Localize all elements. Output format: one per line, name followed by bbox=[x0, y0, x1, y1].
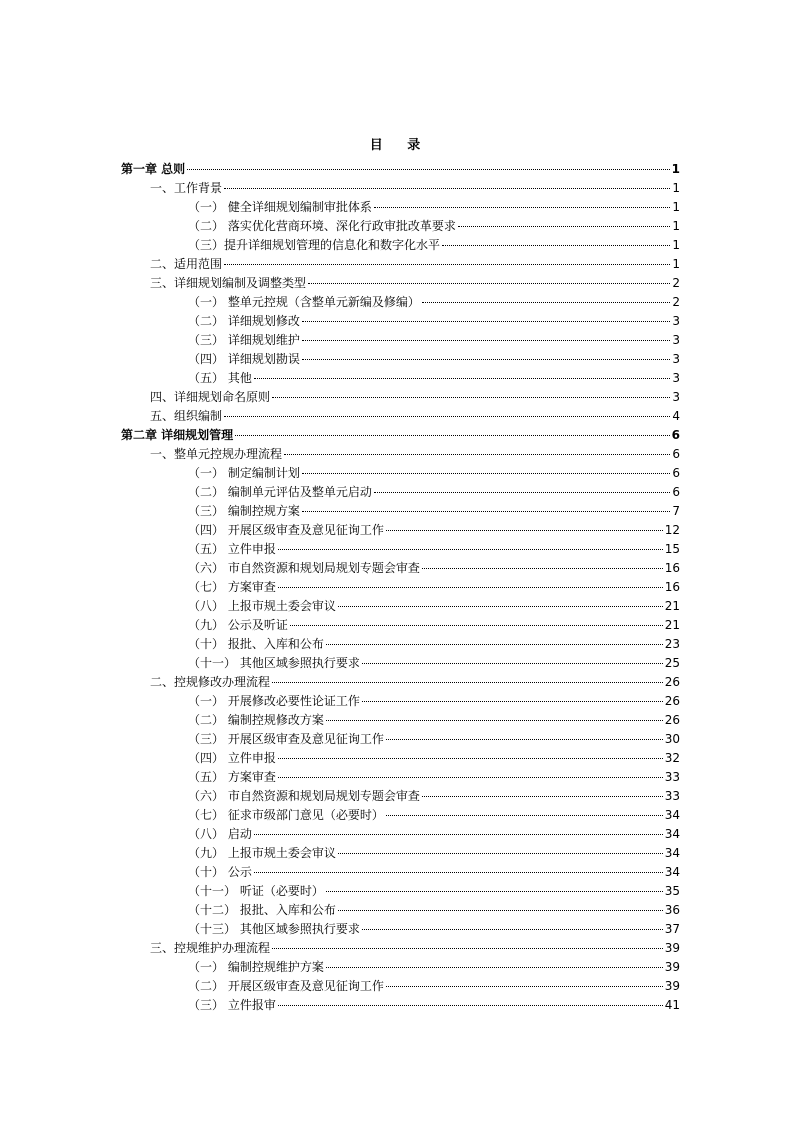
toc-entry-page-number: 3 bbox=[672, 314, 680, 328]
toc-entry[interactable] bbox=[188, 730, 680, 749]
dot-leader bbox=[386, 530, 663, 531]
toc-entry[interactable] bbox=[150, 179, 680, 198]
toc-entry-label: 四、详细规划命名原则 bbox=[150, 390, 271, 404]
toc-entry-page-number: 32 bbox=[664, 751, 680, 765]
toc-entry[interactable] bbox=[188, 958, 680, 977]
toc-entry[interactable] bbox=[150, 255, 680, 274]
toc-entry[interactable] bbox=[188, 540, 680, 559]
dot-leader bbox=[308, 283, 670, 284]
toc-entry-page-number: 36 bbox=[664, 903, 680, 917]
toc-entry-page-number: 15 bbox=[664, 542, 680, 556]
toc-entry[interactable] bbox=[188, 217, 680, 236]
toc-entry[interactable] bbox=[188, 711, 680, 730]
toc-entry-label: 第二章 详细规划管理 bbox=[121, 428, 234, 442]
toc-entry-page-number: 34 bbox=[664, 827, 680, 841]
dot-leader bbox=[374, 207, 671, 208]
toc-entry-label: （二） 落实优化营商环境、深化行政审批改革要求 bbox=[188, 219, 456, 233]
dot-leader bbox=[386, 815, 663, 816]
toc-entry-page-number: 2 bbox=[672, 276, 680, 290]
toc-entry[interactable] bbox=[188, 844, 680, 863]
toc-entry-page-number: 3 bbox=[672, 333, 680, 347]
toc-entry-page-number: 37 bbox=[664, 922, 680, 936]
toc-entry-page-number: 6 bbox=[672, 485, 680, 499]
toc-entry-label: （三）提升详细规划管理的信息化和数字化水平 bbox=[188, 238, 441, 252]
toc-entry-page-number: 1 bbox=[672, 238, 680, 252]
toc-entry-label: （六） 市自然资源和规划局规划专题会审查 bbox=[188, 789, 420, 803]
toc-entry[interactable] bbox=[188, 331, 680, 350]
toc-entry[interactable] bbox=[188, 236, 680, 255]
toc-entry[interactable] bbox=[188, 920, 680, 939]
toc-entry-page-number: 16 bbox=[664, 561, 680, 575]
toc-entry-page-number: 2 bbox=[672, 295, 680, 309]
dot-leader bbox=[272, 397, 670, 398]
toc-entry-label: 三、控规维护办理流程 bbox=[150, 941, 271, 955]
toc-entry-label: （十） 公示 bbox=[188, 865, 252, 879]
dot-leader bbox=[278, 549, 663, 550]
toc-entry-label: 第一章 总则 bbox=[121, 162, 186, 176]
toc-entry[interactable] bbox=[188, 616, 680, 635]
toc-entry-page-number: 3 bbox=[672, 371, 680, 385]
toc-entry-label: （三） 详细规划维护 bbox=[188, 333, 300, 347]
toc-entry-page-number: 21 bbox=[664, 618, 680, 632]
toc-entry[interactable] bbox=[188, 901, 680, 920]
toc-entry-page-number: 39 bbox=[664, 979, 680, 993]
toc-entry-page-number: 3 bbox=[672, 352, 680, 366]
toc-entry[interactable] bbox=[188, 635, 680, 654]
toc-entry-label: 一、工作背景 bbox=[150, 181, 223, 195]
toc-entry-label: （十一） 听证（必要时） bbox=[188, 884, 324, 898]
toc-entry-label: （一） 制定编制计划 bbox=[188, 466, 300, 480]
dot-leader bbox=[224, 264, 670, 265]
toc-entry[interactable] bbox=[188, 483, 680, 502]
toc-entry-label: （三） 编制控规方案 bbox=[188, 504, 300, 518]
toc-entry[interactable] bbox=[188, 787, 680, 806]
toc-entry-label: （九） 上报市规土委会审议 bbox=[188, 846, 336, 860]
toc-entry[interactable] bbox=[150, 673, 680, 692]
dot-leader bbox=[338, 853, 663, 854]
toc-entry[interactable] bbox=[188, 464, 680, 483]
dot-leader bbox=[278, 758, 663, 759]
toc-entry-label: （二） 编制单元评估及整单元启动 bbox=[188, 485, 372, 499]
toc-entry-page-number: 34 bbox=[664, 808, 680, 822]
toc-entry-label: （十） 报批、入库和公布 bbox=[188, 637, 324, 651]
toc-entry-page-number: 25 bbox=[664, 656, 680, 670]
dot-leader bbox=[422, 796, 663, 797]
toc-entry[interactable] bbox=[188, 578, 680, 597]
toc-entry-label: （十三） 其他区域参照执行要求 bbox=[188, 922, 360, 936]
toc-entry-page-number: 16 bbox=[664, 580, 680, 594]
toc-entry-page-number: 26 bbox=[664, 675, 680, 689]
toc-entry[interactable] bbox=[150, 407, 680, 426]
toc-entry-label: （五） 其他 bbox=[188, 371, 252, 385]
toc-entry[interactable] bbox=[150, 445, 680, 464]
toc-entry-page-number: 34 bbox=[664, 846, 680, 860]
toc-entry[interactable] bbox=[188, 882, 680, 901]
dot-leader bbox=[284, 454, 670, 455]
toc-entry-page-number: 30 bbox=[664, 732, 680, 746]
toc-entry[interactable] bbox=[150, 274, 680, 293]
toc-entry-label: （二） 开展区级审查及意见征询工作 bbox=[188, 979, 384, 993]
toc-entry-page-number: 4 bbox=[672, 409, 680, 423]
toc-entry-label: （一） 整单元控规（含整单元新编及修编） bbox=[188, 295, 420, 309]
toc-entry-page-number: 3 bbox=[672, 390, 680, 404]
page-title: 目 录 bbox=[369, 138, 431, 153]
dot-leader bbox=[326, 644, 663, 645]
toc-entry-label: （三） 立件报审 bbox=[188, 998, 276, 1012]
dot-leader bbox=[338, 910, 663, 911]
toc-entry-label: 五、组织编制 bbox=[150, 409, 223, 423]
dot-leader bbox=[272, 948, 663, 949]
toc-entry[interactable] bbox=[188, 293, 680, 312]
toc-entry-page-number: 1 bbox=[672, 257, 680, 271]
dot-leader bbox=[442, 245, 670, 246]
toc-entry-page-number: 6 bbox=[671, 428, 680, 442]
toc-entry-page-number: 35 bbox=[664, 884, 680, 898]
toc-entry-label: （八） 上报市规土委会审议 bbox=[188, 599, 336, 613]
toc-entry-page-number: 23 bbox=[664, 637, 680, 651]
dot-leader bbox=[302, 511, 671, 512]
toc-entry-page-number: 39 bbox=[664, 941, 680, 955]
toc-entry[interactable] bbox=[188, 198, 680, 217]
toc-entry-label: （五） 方案审查 bbox=[188, 770, 276, 784]
dot-leader bbox=[254, 834, 663, 835]
toc-entry[interactable] bbox=[188, 996, 680, 1015]
dot-leader bbox=[362, 663, 663, 664]
toc-entry[interactable] bbox=[188, 692, 680, 711]
dot-leader bbox=[422, 302, 671, 303]
dot-leader bbox=[278, 587, 663, 588]
dot-leader bbox=[254, 378, 671, 379]
toc-entry[interactable] bbox=[188, 977, 680, 996]
toc-entry-label: 二、适用范围 bbox=[150, 257, 223, 271]
toc-entry-label: （五） 立件申报 bbox=[188, 542, 276, 556]
dot-leader bbox=[326, 891, 663, 892]
toc-entry-label: （二） 编制控规修改方案 bbox=[188, 713, 324, 727]
dot-leader bbox=[458, 226, 671, 227]
toc-entry[interactable] bbox=[121, 160, 680, 179]
toc-entry-label: （十二） 报批、入库和公布 bbox=[188, 903, 336, 917]
toc-entry-label: 三、详细规划编制及调整类型 bbox=[150, 276, 307, 290]
dot-leader bbox=[326, 720, 663, 721]
toc-entry-page-number: 26 bbox=[664, 713, 680, 727]
toc-entry[interactable] bbox=[188, 597, 680, 616]
toc-entry-page-number: 1 bbox=[671, 162, 680, 176]
toc-entry[interactable] bbox=[188, 521, 680, 540]
dot-leader bbox=[278, 777, 663, 778]
toc-entry[interactable] bbox=[188, 806, 680, 825]
toc-entry-label: 一、整单元控规办理流程 bbox=[150, 447, 283, 461]
toc-entry[interactable] bbox=[188, 768, 680, 787]
dot-leader bbox=[290, 625, 663, 626]
dot-leader bbox=[386, 739, 663, 740]
toc-entry-page-number: 21 bbox=[664, 599, 680, 613]
toc-entry-page-number: 6 bbox=[672, 447, 680, 461]
dot-leader bbox=[374, 492, 671, 493]
toc-entry-label: （四） 开展区级审查及意见征询工作 bbox=[188, 523, 384, 537]
toc-entry[interactable] bbox=[188, 559, 680, 578]
toc-entry-label: （三） 开展区级审查及意见征询工作 bbox=[188, 732, 384, 746]
toc-entry-page-number: 39 bbox=[664, 960, 680, 974]
toc-entry[interactable] bbox=[188, 863, 680, 882]
dot-leader bbox=[254, 872, 663, 873]
toc-entry[interactable] bbox=[150, 939, 680, 958]
toc-entry[interactable] bbox=[188, 654, 680, 673]
toc-entry[interactable] bbox=[121, 426, 680, 445]
dot-leader bbox=[302, 340, 671, 341]
toc-entry-label: （六） 市自然资源和规划局规划专题会审查 bbox=[188, 561, 420, 575]
toc-entry-label: （四） 立件申报 bbox=[188, 751, 276, 765]
toc-entry-page-number: 34 bbox=[664, 865, 680, 879]
toc-entry-page-number: 12 bbox=[664, 523, 680, 537]
dot-leader bbox=[338, 606, 663, 607]
dot-leader bbox=[302, 359, 671, 360]
toc-entry[interactable] bbox=[188, 502, 680, 521]
dot-leader bbox=[272, 682, 663, 683]
dot-leader bbox=[302, 321, 671, 322]
dot-leader bbox=[362, 701, 663, 702]
dot-leader bbox=[224, 188, 670, 189]
toc-entry-label: （一） 开展修改必要性论证工作 bbox=[188, 694, 360, 708]
toc-entry-label: （九） 公示及听证 bbox=[188, 618, 288, 632]
toc-entry-page-number: 41 bbox=[664, 998, 680, 1012]
dot-leader bbox=[235, 435, 669, 436]
dot-leader bbox=[386, 986, 663, 987]
toc-entry[interactable] bbox=[188, 825, 680, 844]
dot-leader bbox=[187, 169, 669, 170]
toc-entry-page-number: 6 bbox=[672, 466, 680, 480]
toc-entry-label: （八） 启动 bbox=[188, 827, 252, 841]
toc-entry-label: （十一） 其他区域参照执行要求 bbox=[188, 656, 360, 670]
toc-entry-label: （一） 编制控规维护方案 bbox=[188, 960, 324, 974]
dot-leader bbox=[326, 967, 663, 968]
dot-leader bbox=[302, 473, 671, 474]
toc-entry-page-number: 1 bbox=[672, 219, 680, 233]
dot-leader bbox=[422, 568, 663, 569]
toc-entry[interactable] bbox=[188, 312, 680, 331]
toc-entry[interactable] bbox=[150, 388, 680, 407]
toc-entry[interactable] bbox=[188, 350, 680, 369]
toc-entry-page-number: 7 bbox=[672, 504, 680, 518]
toc-entry-label: （七） 方案审查 bbox=[188, 580, 276, 594]
toc-entry-page-number: 26 bbox=[664, 694, 680, 708]
toc-entry-page-number: 1 bbox=[672, 181, 680, 195]
toc-entry-label: 二、控规修改办理流程 bbox=[150, 675, 271, 689]
toc-entry[interactable] bbox=[188, 749, 680, 768]
toc-entry-page-number: 33 bbox=[664, 789, 680, 803]
toc-entry-page-number: 33 bbox=[664, 770, 680, 784]
toc-entry-label: （七） 征求市级部门意见（必要时） bbox=[188, 808, 384, 822]
dot-leader bbox=[362, 929, 663, 930]
dot-leader bbox=[278, 1005, 663, 1006]
toc-entry[interactable] bbox=[188, 369, 680, 388]
toc-entry-label: （一） 健全详细规划编制审批体系 bbox=[188, 200, 372, 214]
toc-entry-label: （二） 详细规划修改 bbox=[188, 314, 300, 328]
dot-leader bbox=[224, 416, 670, 417]
toc-entry-page-number: 1 bbox=[672, 200, 680, 214]
toc-entry-label: （四） 详细规划勘误 bbox=[188, 352, 300, 366]
